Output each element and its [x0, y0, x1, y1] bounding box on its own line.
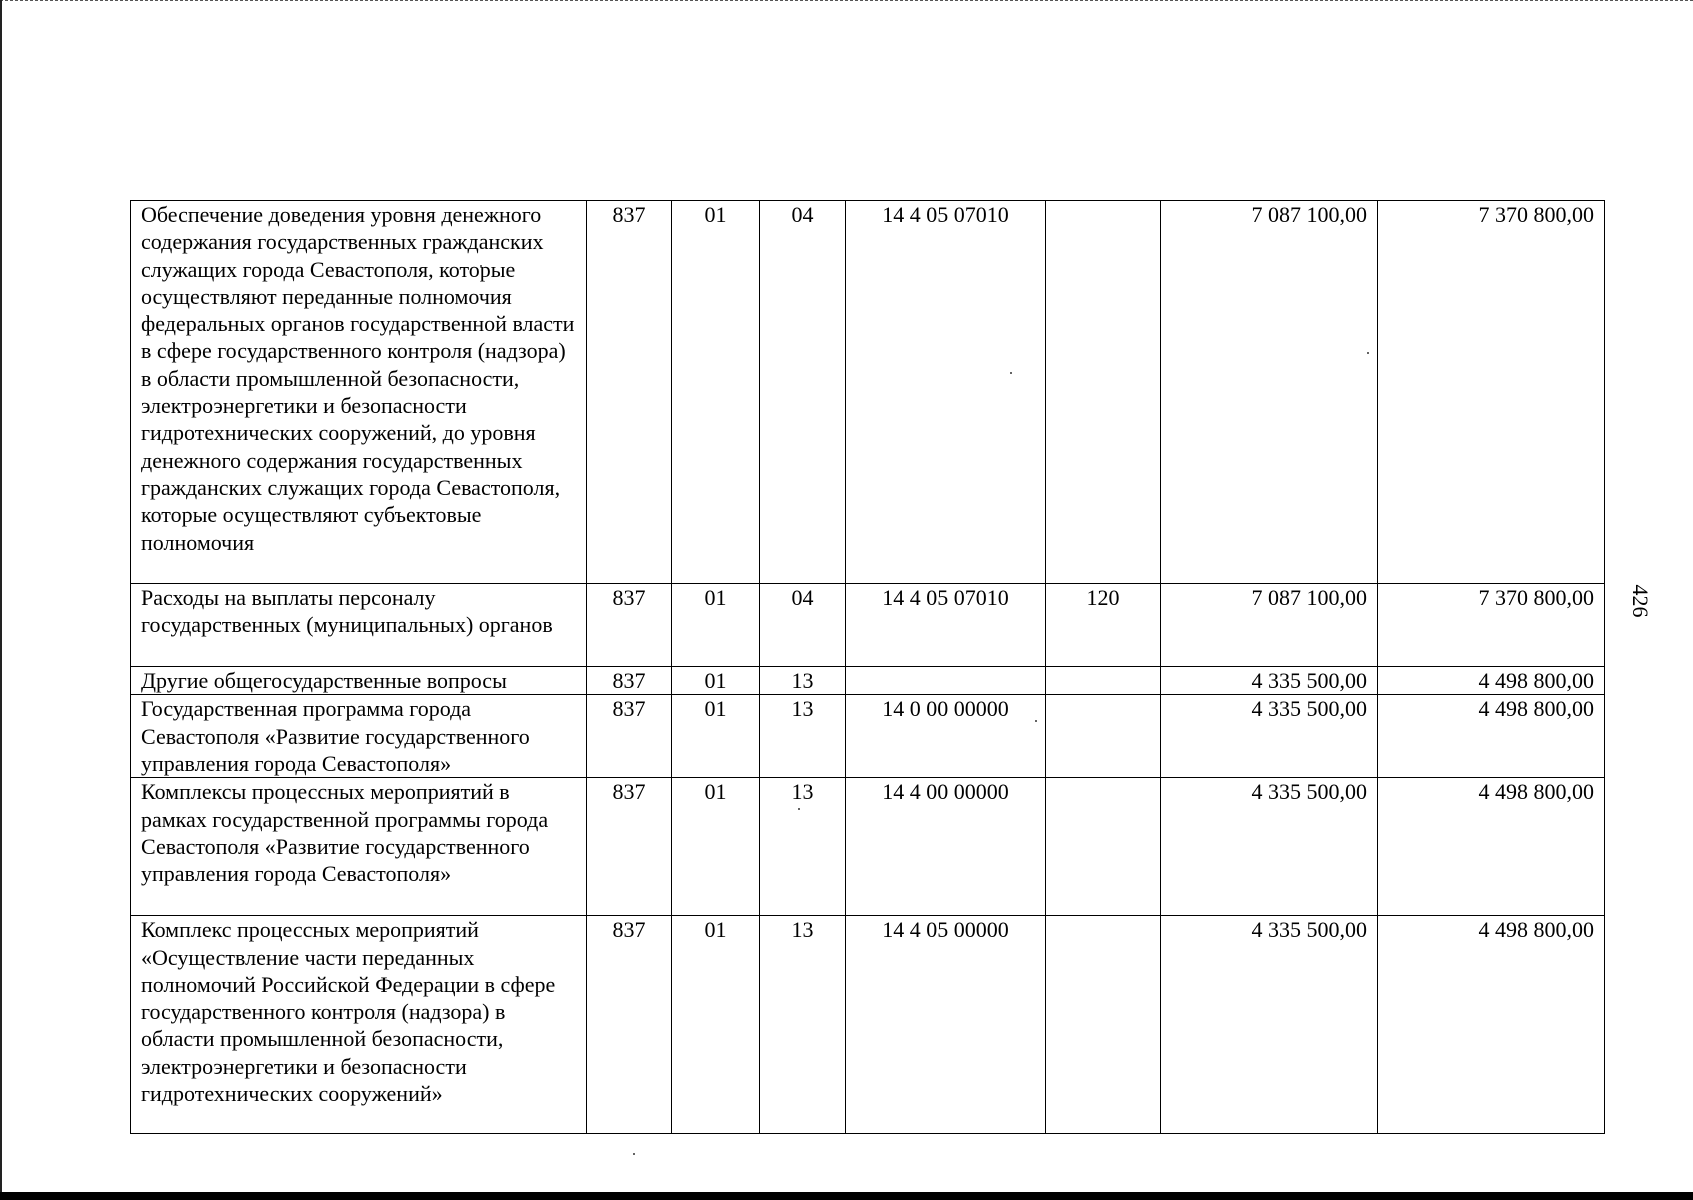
- row-section: 01: [672, 778, 760, 916]
- row-target-article: 14 0 00 00000: [846, 695, 1046, 778]
- row-expense-type: [1046, 201, 1161, 584]
- row-name: Расходы на выплаты персоналу государственных (муниципальных) органов: [131, 584, 587, 667]
- row-name: Другие общегосударственные вопросы: [131, 667, 587, 695]
- row-amount-year2: 4 498 800,00: [1378, 695, 1605, 778]
- row-target-article: [846, 667, 1046, 695]
- row-subsection: 13: [760, 695, 846, 778]
- row-subsection: 04: [760, 201, 846, 584]
- row-amount-year1: 4 335 500,00: [1161, 778, 1378, 916]
- row-amount-year2: 4 498 800,00: [1378, 916, 1605, 1134]
- scan-edge-top: [0, 0, 1693, 1]
- row-amount-year2: 7 370 800,00: [1378, 584, 1605, 667]
- row-ga-code: 837: [587, 667, 672, 695]
- row-expense-type: [1046, 916, 1161, 1134]
- table-row: [131, 584, 1605, 667]
- table-row: [131, 667, 1605, 695]
- page-number: 426: [1628, 584, 1653, 618]
- row-ga-code: 837: [587, 778, 672, 916]
- table-row: [131, 201, 1605, 584]
- scan-edge-left: [0, 0, 2, 1200]
- row-name: Комплексы процессных мероприятий в рамках государственной программы города Севастополя «Развитие государственного управления города Севастополя»: [131, 778, 587, 916]
- row-section: 01: [672, 201, 760, 584]
- row-subsection: 13: [760, 667, 846, 695]
- row-expense-type: 120: [1046, 584, 1161, 667]
- row-target-article: 14 4 05 00000: [846, 916, 1046, 1134]
- scan-edge-bottom: [0, 1192, 1693, 1200]
- budget-table: [130, 200, 1605, 1134]
- row-section: 01: [672, 584, 760, 667]
- row-ga-code: 837: [587, 695, 672, 778]
- row-target-article: 14 4 05 07010: [846, 201, 1046, 584]
- row-section: 01: [672, 695, 760, 778]
- row-ga-code: 837: [587, 201, 672, 584]
- row-name: Комплекс процессных мероприятий «Осуществление части переданных полномочий Российской Федерации в сфере государственного контроля (надзора) в области промышленной безопасности, электроэнергетики и безопасности гидротехнических сооружений»: [131, 916, 587, 1134]
- row-amount-year1: 7 087 100,00: [1161, 584, 1378, 667]
- row-expense-type: [1046, 695, 1161, 778]
- row-expense-type: [1046, 667, 1161, 695]
- row-target-article: 14 4 05 07010: [846, 584, 1046, 667]
- row-subsection: 13: [760, 778, 846, 916]
- row-ga-code: 837: [587, 916, 672, 1134]
- row-amount-year1: 4 335 500,00: [1161, 695, 1378, 778]
- row-amount-year2: 7 370 800,00: [1378, 201, 1605, 584]
- scan-speck: [633, 1153, 635, 1155]
- row-amount-year1: 4 335 500,00: [1161, 667, 1378, 695]
- row-name: Государственная программа города Севастополя «Развитие государственного управления города Севастополя»: [131, 695, 587, 778]
- row-subsection: 13: [760, 916, 846, 1134]
- row-amount-year2: 4 498 800,00: [1378, 778, 1605, 916]
- row-amount-year2: 4 498 800,00: [1378, 667, 1605, 695]
- table-row: [131, 778, 1605, 916]
- table-row: [131, 916, 1605, 1134]
- row-section: 01: [672, 667, 760, 695]
- row-subsection: 04: [760, 584, 846, 667]
- row-ga-code: 837: [587, 584, 672, 667]
- row-expense-type: [1046, 778, 1161, 916]
- row-amount-year1: 7 087 100,00: [1161, 201, 1378, 584]
- row-target-article: 14 4 00 00000: [846, 778, 1046, 916]
- row-section: 01: [672, 916, 760, 1134]
- row-amount-year1: 4 335 500,00: [1161, 916, 1378, 1134]
- table-row: [131, 695, 1605, 778]
- row-name: Обеспечение доведения уровня денежного содержания государственных гражданских служащих города Севастополя, которые осуществляют переданные полномочия федеральных органов государственной власти в сфере государственного контроля (надзора) в области промышленной безопасности, электроэнергетики и безопасности гидротехнических сооружений, до уровня денежного содержания государственных гражданских служащих города Севастополя, которые осуществляют субъектовые полномочия: [131, 201, 587, 584]
